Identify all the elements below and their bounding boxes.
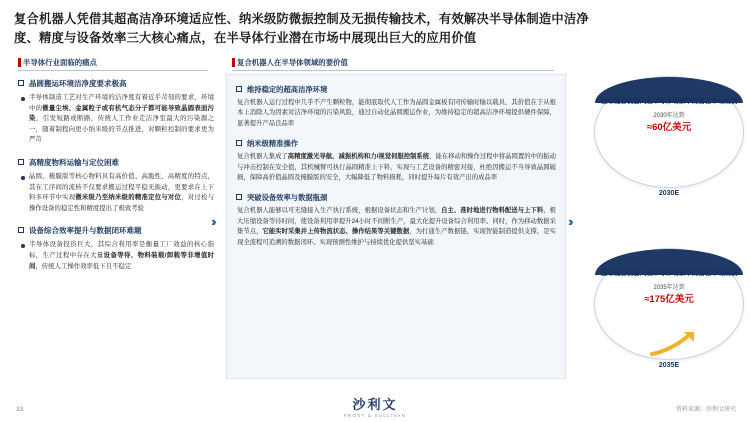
value-item-body — [236, 98, 556, 129]
page-title-line-1: 复合机器人凭借其超高洁净环境适应性、纳米级防微振控制及无损传输技术，有效解决半导体制造中洁净 — [14, 12, 589, 26]
left-header-divider — [18, 70, 208, 71]
value-item-title: 突破设备效率与数据瓶颈 — [236, 192, 556, 203]
pain-point-body-text: 半导体制造工艺对生产环境的洁净度有着近乎苛刻的要求，环境中的微量尘埃、金属粒子或有机气态分子都可能导致晶圆表面污染，引发短路或断路，传统人工作业走洁净室最大的污染源之一，随着制程向更小纳米级的节点推进，对颗粒控制的要求更为严苛 — [29, 94, 215, 144]
growth-arrow-icon — [650, 330, 696, 358]
left-column-header: 半导体行业面临的痛点 — [18, 57, 97, 68]
chevron-right-icon: ›› — [211, 214, 214, 229]
pain-point-item — [18, 78, 214, 146]
pain-point-body — [18, 240, 214, 272]
pain-point-body-text: 晶圆、掩膜版等核心物料具有高价值、高脆性、高精度的特点，其在工序间的流转不仅要求搬运过程平稳无振动，更要求在上下料多环节中实现微米级乃至纳米级的精准定位与对位，对过检与操作设备的稳定性和精度提出了极致考验 — [29, 172, 215, 212]
middle-header-divider — [232, 70, 554, 71]
source-note: 资料来源：沙利文研究 — [675, 407, 736, 413]
value-item-title: 维持稳定的超高洁净环境 — [236, 84, 556, 95]
pain-points-list — [18, 78, 214, 283]
bubble-title: 全球复合机器人在半导体场景下的潜在市场规模 — [600, 270, 738, 277]
value-item — [236, 192, 556, 248]
pain-point-title: 设备综合效率提升与数据闭环难题 — [18, 225, 214, 236]
value-item — [236, 138, 556, 183]
value-item-body — [236, 206, 556, 248]
bubble-subtitle: 2035年达到 — [653, 284, 685, 291]
pain-point-title: 晶圆搬运环境洁净度要求极高 — [18, 78, 214, 89]
pain-point-item — [18, 157, 214, 214]
page-title — [14, 10, 736, 48]
bubble-value: ≈175亿美元 — [644, 293, 694, 305]
value-item-title: 纳米级精准操作 — [236, 138, 556, 149]
logo-english-name: FROST & SULLIVAN — [343, 413, 407, 418]
value-item-body-text: 复合机器人集成了高精度激光导航、减振机构和力/视觉伺服控制系统，能在移动和操作过程中将晶圆置的中的振动与冲击控制在安全值，其机械臂可执行晶圆精准上下料，实现与工艺设备的精密对接，杜绝因搬运不当导致晶圆破损，保障高价值晶圆及掩膜版的安全，大幅降低了物料损耗，同时提升每片有效产出的成品率 — [237, 153, 556, 182]
value-item-body-text: 复合机器人运行过程中几乎不产生颗粒物，能彻底取代人工作为晶圆金属板有同传输时输以载具，其价值在于从根本上消除人为因素对洁净环境的污染风险，通过自动化晶圆搬运作业，为维持稳定的超高洁净环境提供硬件保障，显著提升产品良品率 — [237, 99, 556, 127]
value-item-body — [236, 152, 556, 183]
chevron-right-icon: ›› — [568, 214, 571, 229]
value-item-body-text: 复合机器人能够以可无缝接入生产执行系统，根据设备状态和生产计划，自主、准时地进行物料配送与上下料，极大压缩设备等待时间，使设备利用率提升24小时不间断生产，最大化提升设备综合利用率。同时，作为移动数据采集节点，它能实时采集并上传物流状态、操作结果等关键数据，为打通生产数据链、实现智能制造提供支撑，是实现全流程可追溯的数据闭环、实现预测性维护与持续优化提供坚实基础 — [237, 207, 556, 246]
bubble-caption-2035: 2035E — [658, 362, 680, 369]
bubble-title: 全球复合机器人在半导体场景下的潜在市场规模 — [600, 98, 738, 105]
market-size-bubble-2030 — [594, 76, 744, 188]
pain-point-body — [18, 93, 214, 146]
brand-logo — [344, 398, 406, 418]
bubble-value: ≈60亿美元 — [646, 121, 692, 133]
pain-point-title: 高精度物料运输与定位困难 — [18, 157, 214, 168]
pain-point-item — [18, 225, 214, 272]
page-number: 33 — [16, 406, 24, 413]
middle-column-header: 复合机器人在半导体领域的要价值 — [232, 57, 348, 68]
bubble-caption-2030: 2030E — [658, 190, 680, 197]
value-item — [236, 84, 556, 129]
pain-point-body-text: 半导体设备投资巨大，其综合利用率是衡量工厂效益的核心指标，生产过程中存在大量设备等待、物料装载/卸载等非增值时间，传统人工操作效率低下且不稳定 — [29, 241, 215, 270]
value-list — [236, 84, 556, 257]
bubble-subtitle: 2030年达到 — [653, 112, 685, 119]
page-title-line-2: 度、精度与设备效率三大核心痛点，在半导体行业潜在市场中展现出巨大的应用价值 — [14, 31, 477, 45]
logo-chinese-name: 沙利文 — [352, 397, 398, 412]
pain-point-body — [18, 172, 214, 214]
